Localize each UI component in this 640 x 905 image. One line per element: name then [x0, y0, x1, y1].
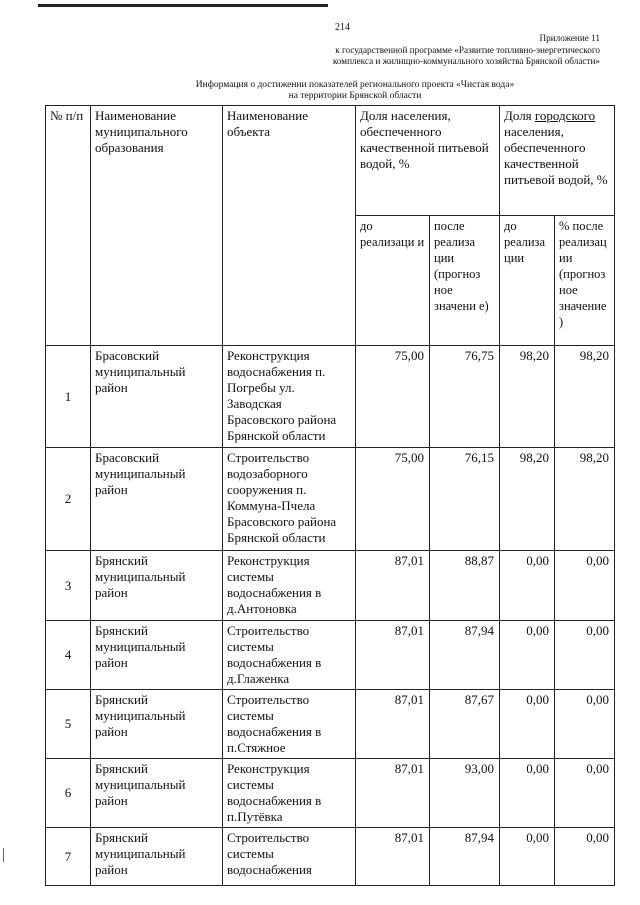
cell-municipality: Брянский муниципальный район	[91, 690, 223, 759]
cell-num: 2	[46, 448, 91, 551]
indicators-table	[45, 105, 615, 886]
cell-municipality: Брянский муниципальный район	[91, 621, 223, 690]
cell-after: 76,15	[430, 448, 500, 551]
cell-object: Строительство системы водоснабжения	[223, 828, 356, 886]
table-row	[46, 448, 615, 551]
appendix-line-1: Приложение 11	[539, 33, 600, 43]
cell-after: 87,94	[430, 621, 500, 690]
header-share-urban-prefix: Доля	[504, 108, 535, 123]
top-border-bar	[38, 4, 328, 7]
cell-after: 76,75	[430, 346, 500, 448]
cell-before-urban: 98,20	[500, 448, 555, 551]
cell-after-urban: 0,00	[555, 621, 615, 690]
cell-after-urban: 0,00	[555, 828, 615, 886]
cell-after: 87,67	[430, 690, 500, 759]
cell-before: 87,01	[356, 551, 430, 621]
cell-after-urban: 0,00	[555, 759, 615, 828]
cell-object: Реконструкция системы водоснабжения в п.Путёвка	[223, 759, 356, 828]
header-share-urban-underlined: городского	[534, 108, 596, 123]
document-title	[150, 80, 560, 102]
cell-after-urban: 0,00	[555, 690, 615, 759]
title-line-2: на территории Брянской области	[288, 91, 422, 101]
cell-object: Строительство водозаборного сооружения п. Коммуна-Пчела Брасовского района Брянской области	[223, 448, 356, 551]
cell-before: 75,00	[356, 346, 430, 448]
cell-municipality: Брянский муниципальный район	[91, 551, 223, 621]
header-before: до реализаци и	[356, 216, 430, 346]
table-row	[46, 621, 615, 690]
cell-before: 75,00	[356, 448, 430, 551]
header-municipality: Наименование муниципального образования	[91, 106, 223, 346]
cell-num: 6	[46, 759, 91, 828]
table-row	[46, 690, 615, 759]
cell-after-urban: 98,20	[555, 346, 615, 448]
page-number: 214	[335, 22, 350, 33]
cell-before: 87,01	[356, 759, 430, 828]
cell-before-urban: 0,00	[500, 828, 555, 886]
cell-object: Строительство системы водоснабжения в п.Стяжное	[223, 690, 356, 759]
cell-municipality: Брянский муниципальный район	[91, 828, 223, 886]
header-after: после реализа ции (прогноз ное значени е)	[430, 216, 500, 346]
header-share-population: Доля населения, обеспеченного качественной питьевой водой, %	[356, 106, 500, 216]
cell-before-urban: 0,00	[500, 690, 555, 759]
table-row	[46, 551, 615, 621]
cell-after: 93,00	[430, 759, 500, 828]
appendix-line-3: комплекса и жилищно-коммунального хозяйства Брянской области»	[332, 56, 600, 66]
header-num: № п/п	[46, 106, 91, 346]
appendix-note	[270, 33, 600, 68]
cell-num: 4	[46, 621, 91, 690]
cell-municipality: Брянский муниципальный район	[91, 759, 223, 828]
header-row-main	[46, 106, 615, 216]
cell-num: 7	[46, 828, 91, 886]
cell-before: 87,01	[356, 690, 430, 759]
cell-after: 88,87	[430, 551, 500, 621]
header-before-urban: до реализа ции	[500, 216, 555, 346]
cell-num: 1	[46, 346, 91, 448]
cell-after: 87,94	[430, 828, 500, 886]
cell-municipality: Брасовский муниципальный район	[91, 346, 223, 448]
cell-after-urban: 98,20	[555, 448, 615, 551]
cell-object: Строительство системы водоснабжения в д.Глаженка	[223, 621, 356, 690]
header-after-urban: % после реализац ии (прогноз ное значение )	[555, 216, 615, 346]
table-row	[46, 828, 615, 886]
cell-after-urban: 0,00	[555, 551, 615, 621]
cell-num: 3	[46, 551, 91, 621]
cell-before: 87,01	[356, 828, 430, 886]
header-share-urban	[500, 106, 615, 216]
header-object: Наименование объекта	[223, 106, 356, 346]
cell-before: 87,01	[356, 621, 430, 690]
cell-num: 5	[46, 690, 91, 759]
cell-before-urban: 98,20	[500, 346, 555, 448]
header-share-urban-suffix: населения, обеспеченного качественной питьевой водой, %	[504, 124, 608, 187]
table-row	[46, 759, 615, 828]
cell-before-urban: 0,00	[500, 551, 555, 621]
cell-before-urban: 0,00	[500, 759, 555, 828]
cell-object: Реконструкция системы водоснабжения в д.Антоновка	[223, 551, 356, 621]
cell-before-urban: 0,00	[500, 621, 555, 690]
scan-edge-mark	[3, 848, 4, 862]
cell-object: Реконструкция водоснабжения п. Погребы ул. Заводская Брасовского района Брянской области	[223, 346, 356, 448]
table-row	[46, 346, 615, 448]
cell-municipality: Брасовский муниципальный район	[91, 448, 223, 551]
title-line-1: Информация о достижении показателей регионального проекта «Чистая вода»	[195, 80, 515, 90]
appendix-line-2: к государственной программе «Развитие топливно-энергетического	[335, 44, 600, 55]
